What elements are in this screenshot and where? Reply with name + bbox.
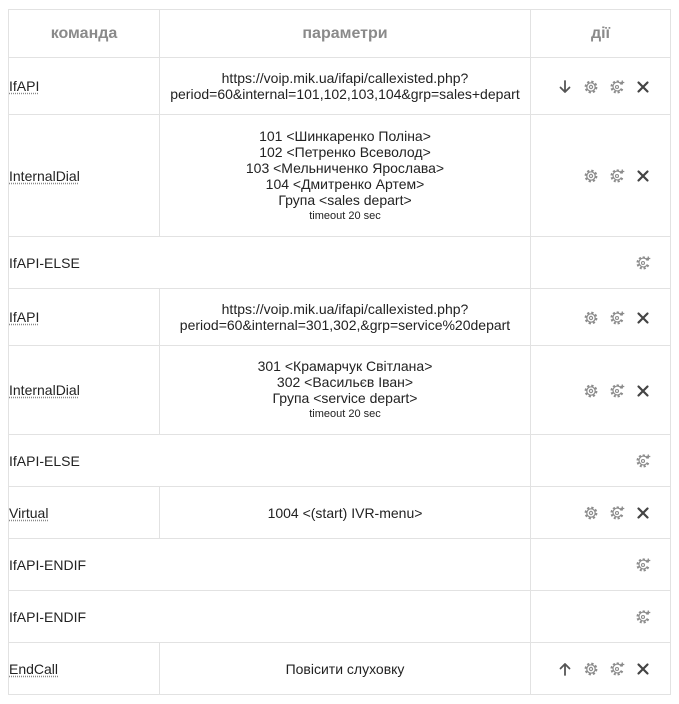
table-row [9,487,671,539]
actions-cell [531,115,671,237]
add-gear-icon[interactable] [609,168,625,184]
add-gear-icon[interactable] [609,505,625,521]
gear-icon[interactable] [583,505,599,521]
param-line: https://voip.mik.ua/ifapi/callexisted.php? [221,301,469,317]
close-icon[interactable] [635,310,651,326]
gear-icon[interactable] [583,661,599,677]
params-cell [160,346,531,435]
gear-icon[interactable] [583,310,599,326]
command-name: IfAPI-ENDIF [9,556,87,573]
param-line: 301 <Крамарчук Світлана> [257,358,433,374]
command-cell [9,539,531,591]
table-row [9,289,671,346]
param-line: period=60&internal=101,102,103,104&grp=sales+depart [170,86,520,102]
table-row [9,346,671,435]
actions-cell [531,237,671,289]
actions-cell [531,643,671,695]
add-gear-icon[interactable] [609,661,625,677]
param-line: 101 <Шинкаренко Поліна> [259,127,431,144]
command-name: IfAPI-ELSE [9,452,80,469]
param-line: Повісити слуховку [285,660,405,677]
param-line: Група <sales depart> [278,191,412,208]
add-gear-icon[interactable] [635,453,651,469]
params-cell [160,289,531,346]
command-name[interactable]: IfAPI [9,309,40,325]
close-icon[interactable] [635,383,651,399]
params-cell [160,643,531,695]
param-line: 104 <Дмитренко Артем> [265,175,425,192]
actions-cell [531,289,671,346]
command-cell [9,591,531,643]
close-icon[interactable] [635,505,651,521]
param-line: period=60&internal=301,302,&grp=service%20depart [179,317,511,333]
command-name: IfAPI-ELSE [9,254,80,271]
actions-cell [531,539,671,591]
close-icon[interactable] [635,661,651,677]
command-name: IfAPI-ENDIF [9,608,87,625]
table-header-row [9,10,671,58]
table-row [9,58,671,115]
command-name[interactable]: InternalDial [9,382,80,398]
gear-icon[interactable] [583,383,599,399]
params-cell [160,487,531,539]
table-row [9,115,671,237]
param-line: 103 <Мельниченко Ярослава> [245,159,445,176]
header-command: команда [9,10,160,58]
command-cell [9,58,160,115]
timeout-label: timeout 20 sec [309,408,381,420]
table-row [9,643,671,695]
actions-cell [531,435,671,487]
command-name[interactable]: EndCall [9,660,59,677]
command-cell [9,487,160,539]
param-line: 102 <Петренко Всеволод> [259,143,431,160]
add-gear-icon[interactable] [609,310,625,326]
close-icon[interactable] [635,79,651,95]
actions-cell [531,487,671,539]
add-gear-icon[interactable] [635,609,651,625]
header-actions: дії [531,10,671,58]
commands-table [8,9,671,695]
arrow-up-icon[interactable] [557,661,573,677]
command-cell [9,289,160,346]
header-params: параметри [160,10,531,58]
param-line: 1004 <(start) IVR-menu> [267,504,423,521]
command-cell [9,346,160,435]
table-row [9,237,671,289]
arrow-down-icon[interactable] [557,79,573,95]
param-line: 302 <Васильєв Іван> [276,374,414,390]
param-line: Група <service depart> [272,390,418,406]
command-cell [9,643,160,695]
command-cell [9,237,531,289]
command-cell [9,435,531,487]
table-row [9,591,671,643]
params-cell [160,115,531,237]
table-row [9,435,671,487]
command-cell [9,115,160,237]
add-gear-icon[interactable] [635,557,651,573]
command-name[interactable]: InternalDial [9,167,80,184]
actions-cell [531,591,671,643]
close-icon[interactable] [635,168,651,184]
actions-cell [531,346,671,435]
param-line: https://voip.mik.ua/ifapi/callexisted.php? [221,70,469,86]
gear-icon[interactable] [583,168,599,184]
actions-cell [531,58,671,115]
add-gear-icon[interactable] [609,383,625,399]
params-cell [160,58,531,115]
command-name[interactable]: IfAPI [9,78,40,94]
gear-icon[interactable] [583,79,599,95]
add-gear-icon[interactable] [609,79,625,95]
table-row [9,539,671,591]
command-name[interactable]: Virtual [9,504,49,521]
timeout-label: timeout 20 sec [309,209,381,222]
add-gear-icon[interactable] [635,255,651,271]
